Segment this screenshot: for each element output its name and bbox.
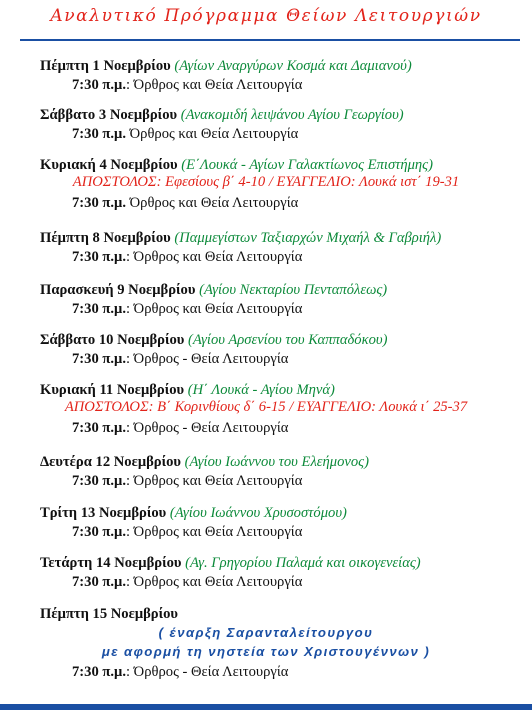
entry-feast: (Η΄ Λουκά - Αγίου Μηνά) (187, 382, 335, 398)
entry-day: Σάββατο 3 Νοεμβρίου (40, 107, 178, 123)
entry-service-text: : Όρθρος και Θεία Λειτουργία (125, 574, 303, 590)
entry-day: Κυριακή 4 Νοεμβρίου (40, 157, 178, 173)
entry-service-text: : Όρθρος - Θεία Λειτουργία (125, 420, 289, 436)
entry-feast: (Ανακομιδή λειψάνου Αγίου Γεωργίου) (180, 107, 404, 123)
entry-time: 7:30 π.μ. (72, 473, 126, 489)
entry-readings: ΑΠΟΣΤΟΛΟΣ: Εφεσίους β΄ 4-10 / ΕΥΑΓΓΕΛΙΟ: Λουκά ιστ΄ 19-31 (72, 174, 460, 190)
entry-service-text: : Όρθρος - Θεία Λειτουργία (125, 664, 289, 680)
entry-note-line-2: με αφορμή τη νηστεία των Χριστουγέννων ) (101, 644, 431, 659)
entry-service (72, 473, 302, 490)
entry-heading (40, 282, 387, 299)
entry-time: 7:30 π.μ. (72, 301, 126, 317)
entry-heading (40, 332, 387, 349)
entry-service (72, 574, 302, 591)
entry-day: Δευτέρα 12 Νοεμβρίου (40, 454, 182, 470)
entry-day: Πέμπτη 8 Νοεμβρίου (40, 230, 171, 246)
entry-feast: (Αγ. Γρηγορίου Παλαμά και οικογενείας) (185, 555, 421, 571)
entry-heading (40, 230, 441, 247)
bottom-border (0, 704, 532, 710)
entry-feast: (Αγίου Νεκταρίου Πενταπόλεως) (199, 282, 388, 298)
entry-heading (40, 107, 404, 124)
entry-day: Παρασκευή 9 Νοεμβρίου (40, 282, 196, 298)
entry-feast: (Αγίων Αναργύρων Κοσμά και Δαμιανού) (174, 58, 412, 74)
entry-service-text: : Όρθρος και Θεία Λειτουργία (125, 301, 303, 317)
entry-service (72, 664, 288, 681)
entry-time: 7:30 π.μ. (72, 77, 126, 93)
entry-service (72, 249, 302, 266)
entry-heading (40, 157, 433, 174)
entry-heading (40, 505, 347, 522)
entry-service-text: : Όρθρος και Θεία Λειτουργία (125, 249, 303, 265)
entry-heading (40, 382, 335, 399)
entry-heading (40, 606, 178, 623)
entry-time: 7:30 π.μ. (72, 524, 126, 540)
entry-time: 7:30 π.μ. (72, 249, 126, 265)
entry-heading (40, 454, 369, 471)
entry-feast: (Αγίου Αρσενίου του Καππαδόκου) (188, 332, 388, 348)
entry-time: 7:30 π.μ. (72, 195, 126, 211)
entry-time: 7:30 π.μ. (72, 351, 126, 367)
entry-readings: ΑΠΟΣΤΟΛΟΣ: Β΄ Κορινθίους δ΄ 6-15 / ΕΥΑΓΓΕΛΙΟ: Λουκά ι΄ 25-37 (64, 399, 468, 415)
entry-day: Κυριακή 11 Νοεμβρίου (40, 382, 185, 398)
entry-heading (40, 58, 412, 75)
entry-service-text: : Όρθρος και Θεία Λειτουργία (125, 77, 303, 93)
entry-service (72, 126, 298, 143)
entry-service (72, 420, 288, 437)
entry-time: 7:30 π.μ. (72, 420, 126, 436)
entry-time: 7:30 π.μ. (72, 664, 126, 680)
entry-day: Τρίτη 13 Νοεμβρίου (40, 505, 167, 521)
entry-service (72, 77, 302, 94)
page-title: Αναλυτικό Πρόγραμμα Θείων Λειτουργιών (50, 6, 482, 26)
entry-service-text: : Όρθρος και Θεία Λειτουργία (125, 524, 303, 540)
entry-service (72, 351, 288, 368)
entry-note-line-1: ( έναρξη Σαρανταλείτουργου (158, 625, 374, 640)
entry-feast: (Παμμεγίστων Ταξιαρχών Μιχαήλ & Γαβριήλ) (174, 230, 442, 246)
entry-day: Πέμπτη 15 Νοεμβρίου (40, 606, 178, 622)
entry-service-text: Όρθρος και Θεία Λειτουργία (125, 195, 299, 211)
entry-service (72, 195, 298, 212)
entry-heading (40, 555, 421, 572)
entry-feast: (Αγίου Ιωάννου Χρυσοστόμου) (169, 505, 347, 521)
entry-service-text: : Όρθρος - Θεία Λειτουργία (125, 351, 289, 367)
entry-feast: (Αγίου Ιωάννου του Ελεήμονος) (184, 454, 369, 470)
entry-service-text: : Όρθρος και Θεία Λειτουργία (125, 473, 303, 489)
title-underline (20, 39, 520, 41)
entry-feast: (Ε΄Λουκά - Αγίων Γαλακτίωνος Επιστήμης) (181, 157, 433, 173)
entry-service-text: Όρθρος και Θεία Λειτουργία (125, 126, 299, 142)
entry-service (72, 524, 302, 541)
entry-day: Τετάρτη 14 Νοεμβρίου (40, 555, 182, 571)
entry-service (72, 301, 302, 318)
entry-day: Σάββατο 10 Νοεμβρίου (40, 332, 185, 348)
entry-day: Πέμπτη 1 Νοεμβρίου (40, 58, 171, 74)
entry-time: 7:30 π.μ. (72, 126, 126, 142)
entry-time: 7:30 π.μ. (72, 574, 126, 590)
